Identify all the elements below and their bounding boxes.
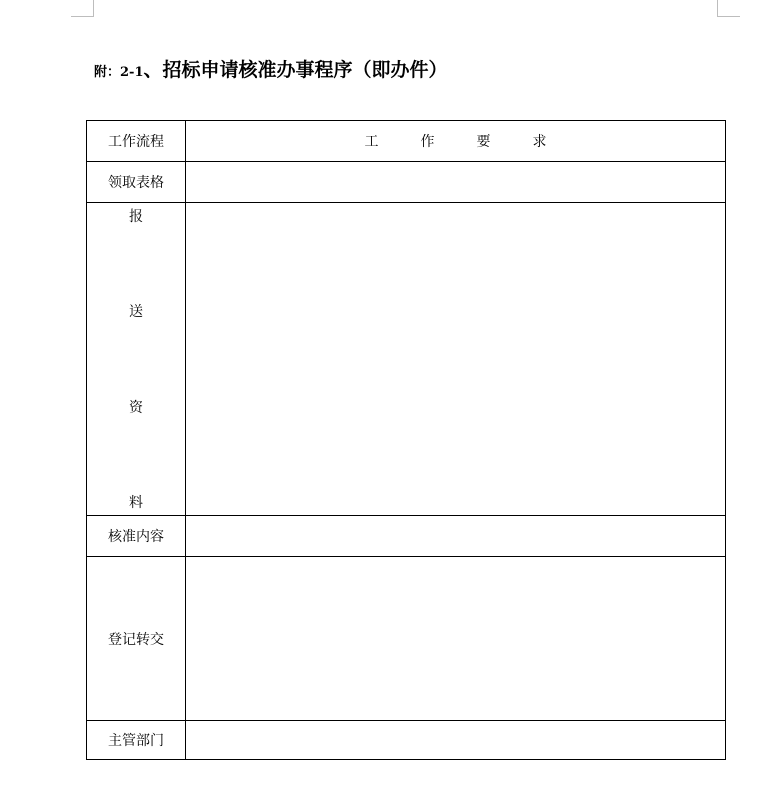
header-requirements-char: 作 <box>420 134 435 150</box>
row-content-register-transfer[interactable] <box>186 557 726 721</box>
row-label-competent-department: 主管部门 <box>87 721 186 760</box>
table-row <box>87 516 726 557</box>
row-content-get-form[interactable] <box>186 162 726 203</box>
table-row <box>87 557 726 721</box>
table-header-row <box>87 121 726 162</box>
margin-corner-top-right <box>717 0 740 17</box>
heading-prefix: 附：2-1 <box>94 65 144 80</box>
table-row <box>87 721 726 760</box>
table-row <box>87 203 726 516</box>
margin-corner-top-left <box>71 0 94 17</box>
row-content-competent-department[interactable] <box>186 721 726 760</box>
document-heading <box>94 55 448 82</box>
header-requirements-char: 要 <box>476 134 491 150</box>
heading-title: 、招标申请核准办事程序（即办件） <box>143 59 448 81</box>
row-content-approval-content[interactable] <box>186 516 726 557</box>
row-content-submit-materials[interactable] <box>186 203 726 516</box>
header-workflow-cell: 工作流程 <box>87 121 186 162</box>
header-requirements-cell <box>186 121 726 162</box>
row-label-submit-materials <box>87 203 186 516</box>
row-label-register-transfer: 登记转交 <box>87 557 186 721</box>
row-label-char: 送 <box>129 304 143 321</box>
row-label-get-form: 领取表格 <box>87 162 186 203</box>
header-requirements-char: 工 <box>364 134 379 150</box>
header-requirements-char: 求 <box>532 134 547 150</box>
procedure-table <box>86 120 726 760</box>
row-label-char: 资 <box>129 399 143 416</box>
table-row <box>87 162 726 203</box>
row-label-char: 料 <box>129 494 143 511</box>
row-label-approval-content: 核准内容 <box>87 516 186 557</box>
row-label-char: 报 <box>129 209 143 225</box>
